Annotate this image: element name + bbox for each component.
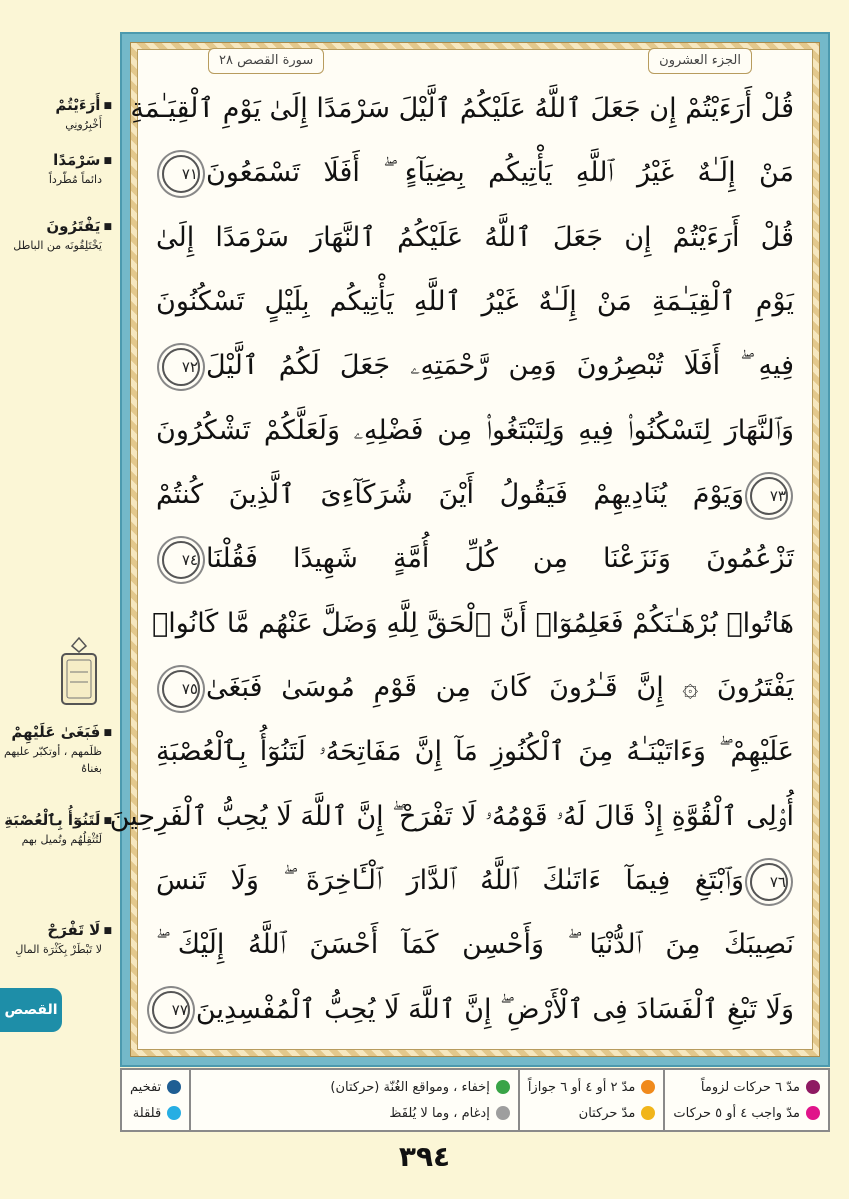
gloss-definition: لا تَبْطَرْ بِكَثْرَة المالِ xyxy=(15,942,102,956)
verse-line xyxy=(156,723,794,781)
legend-label: مدّ ٦ حركات لزوماً xyxy=(700,1079,800,1095)
color-dot-icon xyxy=(806,1080,820,1094)
ayah-number-marker: ٧٣ xyxy=(750,477,788,515)
ayah-number-marker: ٧٧ xyxy=(152,991,190,1029)
verse-line-text: مَنْ إِلَـٰهٌ غَيْرُ ٱللَّهِ يَأْتِيكُم بِضِيَآءٍ ۖ أَفَلَا تَسْمَعُونَ xyxy=(206,157,794,189)
color-dot-icon xyxy=(641,1080,655,1094)
legend-label: قلقلة xyxy=(132,1105,162,1121)
gloss-entry xyxy=(2,722,112,777)
ayah-number-marker: ٧٥ xyxy=(162,670,200,708)
ayah-number-marker: ٧١ xyxy=(162,155,200,193)
legend-column xyxy=(122,1070,189,1130)
verse-line xyxy=(156,466,794,524)
verse-lines xyxy=(109,80,812,1039)
color-dot-icon xyxy=(641,1106,655,1120)
gloss-definition: ظلَمهم ، أوتكبّر عليهم بغناهُ xyxy=(4,744,102,775)
gloss-entry xyxy=(2,920,112,958)
gloss-definition: يَخْتَلِقُونَه من الباطل xyxy=(13,238,102,252)
legend-label: مدّ واجب ٤ أو ٥ حركات xyxy=(673,1105,800,1121)
gloss-definition: لَتُثْقِلُهُم وتُميل بهم xyxy=(21,832,102,846)
legend-label: مدّ حركتان xyxy=(578,1105,636,1121)
gloss-word: ■ لَا تَفْرَحْ xyxy=(2,920,112,941)
legend-column xyxy=(663,1070,828,1130)
verse-line-text: وَٱبْتَغِ فِيمَآ ءَاتَىٰكَ ٱللَّهُ ٱلدَّارَ ٱلْـَٔاخِرَةَ ۖ وَلَا تَنسَ xyxy=(156,865,744,897)
verse-line xyxy=(156,530,794,588)
verse-line-text: أُو۟لِى ٱلْقُوَّةِ إِذْ قَالَ لَهُۥ قَوْمُهُۥ لَا تَفْرَحْ ۖ إِنَّ ٱللَّهَ لَا يُحِبُّ ٱلْفَرِحِينَ xyxy=(109,800,794,832)
ornamental-border xyxy=(109,42,820,1057)
legend-item xyxy=(199,1080,510,1095)
ayah-number-marker: ٧٢ xyxy=(162,348,200,386)
legend-label: إدغام ، وما لا يُلفَظ xyxy=(389,1105,490,1121)
quran-text-area xyxy=(109,49,813,1050)
verse-line xyxy=(156,402,794,460)
legend-item xyxy=(673,1080,820,1095)
verse-line-text: نَصِيبَكَ مِنَ ٱلدُّنْيَا ۖ وَأَحْسِن كَمَآ أَحْسَنَ ٱللَّهُ إِلَيْكَ ۖ xyxy=(156,929,794,961)
verse-line xyxy=(156,273,794,331)
verse-line-text: قُلْ أَرَءَيْتُمْ إِن جَعَلَ ٱللَّهُ عَلَيْكُمُ ٱلَّيْلَ سَرْمَدًا إِلَىٰ يَوْمِ ٱلْقِيَـٰمَةِ xyxy=(130,93,794,124)
verse-line-text: وَٱلنَّهَارَ لِتَسْكُنُوا۟ فِيهِ وَلِتَبْتَغُوا۟ مِن فَضْلِهِۦ وَلَعَلَّكُمْ تَشْكُرُونَ xyxy=(156,414,794,446)
verse-line xyxy=(109,788,794,846)
gloss-word: ■ فَبَغَىٰ عَلَيْهِمْ xyxy=(2,722,112,743)
legend-item xyxy=(673,1106,820,1121)
page-frame xyxy=(109,32,830,1067)
verse-line xyxy=(156,337,794,395)
verse-line-text: وَيَوْمَ يُنَادِيهِمْ فَيَقُولُ أَيْنَ شُرَكَآءِىَ ٱلَّذِينَ كُنتُمْ xyxy=(156,479,744,511)
gloss-entry xyxy=(2,810,112,848)
gloss-entry xyxy=(2,216,112,254)
gloss-word: ■ سَرْمَدًا xyxy=(2,150,112,171)
verse-line xyxy=(156,209,794,267)
gloss-word: ■ لَتَنُوٓأُ بِٱلْعُصْبَةِ xyxy=(2,810,112,831)
legend-item xyxy=(130,1080,181,1095)
legend-item xyxy=(130,1106,181,1121)
color-dot-icon xyxy=(496,1080,510,1094)
legend-label: إخفاء ، ومواقع الغُنّة (حركتان) xyxy=(330,1079,490,1095)
surah-tab[interactable]: القصص xyxy=(0,988,62,1032)
color-dot-icon xyxy=(496,1106,510,1120)
gloss-word: ■ أَرَءَيْتُمْ xyxy=(2,95,112,116)
legend-column xyxy=(189,1070,518,1130)
color-dot-icon xyxy=(806,1106,820,1120)
tajweed-legend xyxy=(120,1068,830,1132)
legend-item xyxy=(528,1106,656,1121)
color-dot-icon xyxy=(167,1080,181,1094)
gloss-word: ■ يَفْتَرُونَ xyxy=(2,216,112,237)
gloss-definition: أَخْبِرُونِي xyxy=(65,117,102,131)
verse-line xyxy=(152,595,794,653)
margin-glossary xyxy=(0,0,118,1199)
legend-column xyxy=(518,1070,664,1130)
gloss-entry xyxy=(2,95,112,133)
page-number: ٣٩٤ xyxy=(398,1140,451,1173)
ayah-number-marker: ٧٦ xyxy=(750,863,788,901)
ayah-number-marker: ٧٤ xyxy=(162,541,200,579)
gloss-entry xyxy=(2,150,112,188)
verse-line-text: قُلْ أَرَءَيْتُمْ إِن جَعَلَ ٱللَّهُ عَلَيْكُمُ ٱلنَّهَارَ سَرْمَدًا إِلَىٰ xyxy=(156,221,794,253)
legend-item xyxy=(528,1080,656,1095)
verse-line xyxy=(156,659,794,717)
surah-label: سورة القصص ٢٨ xyxy=(208,48,324,74)
juz-label: الجزء العشرون xyxy=(648,48,752,74)
verse-line xyxy=(156,981,794,1039)
legend-item xyxy=(199,1106,510,1121)
legend-label: تفخيم xyxy=(130,1079,162,1095)
verse-line xyxy=(156,144,794,202)
verse-line-text: يَوْمِ ٱلْقِيَـٰمَةِ مَنْ إِلَـٰهٌ غَيْرُ ٱللَّهِ يَأْتِيكُم بِلَيْلٍ تَسْكُنُونَ xyxy=(156,286,794,318)
verse-line-text: فِيهِ ۖ أَفَلَا تُبْصِرُونَ وَمِن رَّحْمَتِهِۦ جَعَلَ لَكُمُ ٱلَّيْلَ xyxy=(206,350,794,382)
verse-line-text: يَفْتَرُونَ ۞ إِنَّ قَـٰرُونَ كَانَ مِن قَوْمِ مُوسَىٰ فَبَغَىٰ xyxy=(206,672,794,704)
legend-label: مدّ ٢ أو ٤ أو ٦ جوازاً xyxy=(527,1079,636,1095)
verse-line-text: هَاتُوا۟ بُرْهَـٰنَكُمْ فَعَلِمُوٓا۟ أَنَّ ٱلْحَقَّ لِلَّهِ وَضَلَّ عَنْهُم مَّا كَانُوا۟ xyxy=(152,607,794,639)
hizb-ornament-icon xyxy=(56,636,102,708)
verse-line-text: عَلَيْهِمْ ۖ وَءَاتَيْنَـٰهُ مِنَ ٱلْكُنُوزِ مَآ إِنَّ مَفَاتِحَهُۥ لَتَنُوٓأُ بِٱلْعُصْبَةِ xyxy=(156,736,794,768)
verse-line xyxy=(130,80,794,138)
verse-line-text: تَزْعُمُونَ وَنَزَعْنَا مِن كُلِّ أُمَّةٍ شَهِيدًا فَقُلْنَا xyxy=(206,543,794,575)
verse-line-text: وَلَا تَبْغِ ٱلْفَسَادَ فِى ٱلْأَرْضِ ۖ إِنَّ ٱللَّهَ لَا يُحِبُّ ٱلْمُفْسِدِينَ xyxy=(195,993,794,1025)
gloss-definition: دائماً مُطّرداً xyxy=(48,172,102,186)
verse-line xyxy=(156,852,794,910)
color-dot-icon xyxy=(167,1106,181,1120)
verse-line xyxy=(156,916,794,974)
